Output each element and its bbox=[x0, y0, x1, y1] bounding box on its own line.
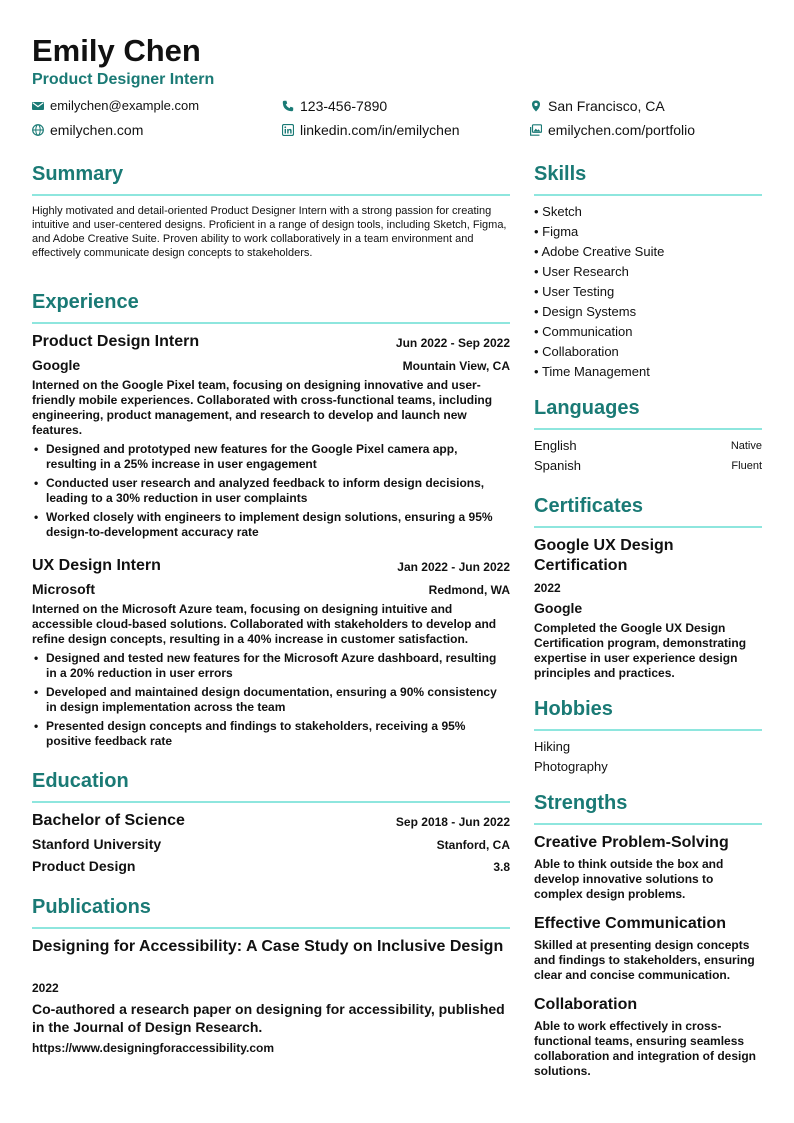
certificate-description: Completed the Google UX Design Certification program, demonstrating expertise in user experience design principles and practices. bbox=[534, 621, 747, 680]
job-company: Microsoft bbox=[32, 581, 95, 597]
language-name: Spanish bbox=[534, 458, 581, 473]
certificates-divider bbox=[534, 526, 762, 528]
strength-title: Effective Communication bbox=[534, 915, 727, 932]
strengths-heading: Strengths bbox=[534, 792, 628, 814]
language-name: English bbox=[534, 438, 577, 453]
skill-item: • Time Management bbox=[534, 364, 650, 379]
job-bullet: • Presented design concepts and findings to stakeholders, receiving a 95% positive feedback rate bbox=[46, 719, 510, 749]
hobbies-divider bbox=[534, 729, 762, 731]
strength-title: Creative Problem-Solving bbox=[534, 834, 729, 851]
map-pin-icon bbox=[530, 100, 542, 112]
education-divider bbox=[32, 801, 510, 803]
job-dates: Jun 2022 - Sep 2022 bbox=[395, 336, 510, 350]
contact-phone[interactable] bbox=[282, 98, 387, 114]
languages-divider bbox=[534, 428, 762, 430]
job-bullets bbox=[32, 442, 510, 544]
contact-location-text: San Francisco, CA bbox=[548, 98, 665, 114]
publications-divider bbox=[32, 927, 510, 929]
skills-list bbox=[534, 202, 762, 382]
candidate-name: Emily Chen bbox=[32, 33, 201, 68]
contact-phone-text: 123-456-7890 bbox=[300, 98, 388, 114]
education-school: Stanford University bbox=[32, 836, 162, 852]
certificate-year: 2022 bbox=[534, 581, 561, 595]
language-level: Native bbox=[730, 440, 762, 452]
skill-item: • Collaboration bbox=[534, 344, 619, 359]
education-location: Stanford, CA bbox=[436, 838, 510, 852]
portfolio-images-icon bbox=[530, 124, 542, 136]
experience-divider bbox=[32, 322, 510, 324]
skill-item: • Communication bbox=[534, 324, 633, 339]
strengths-divider bbox=[534, 823, 762, 825]
languages-heading: Languages bbox=[534, 397, 640, 419]
contact-website[interactable] bbox=[32, 122, 143, 138]
certificates-heading: Certificates bbox=[534, 495, 643, 517]
contact-portfolio-text: emilychen.com/portfolio bbox=[548, 122, 696, 138]
publication-link[interactable]: https://www.designingforaccessibility.com bbox=[32, 1041, 275, 1055]
skill-item: • User Testing bbox=[534, 284, 615, 299]
publication-description: Co-authored a research paper on designing for accessibility, published in the Journal of Design Research. bbox=[32, 1001, 505, 1035]
job-company: Google bbox=[32, 357, 81, 373]
strength-text: Skilled at presenting design concepts and findings to stakeholders, ensuring clear and concise communication. bbox=[534, 938, 755, 982]
job-title: UX Design Intern bbox=[32, 557, 161, 574]
skills-divider bbox=[534, 194, 762, 196]
skill-item: • Adobe Creative Suite bbox=[534, 244, 665, 259]
job-location: Redmond, WA bbox=[428, 583, 510, 597]
job-bullet: • Designed and tested new features for the Microsoft Azure dashboard, resulting in a 20% reduction in user errors bbox=[46, 651, 510, 681]
publication-year: 2022 bbox=[32, 981, 59, 995]
phone-icon bbox=[282, 100, 294, 112]
job-title: Product Design Intern bbox=[32, 333, 200, 350]
contact-website-text: emilychen.com bbox=[50, 122, 144, 138]
education-heading: Education bbox=[32, 770, 129, 792]
strength-title: Collaboration bbox=[534, 996, 638, 1013]
contact-location bbox=[530, 98, 665, 114]
education-degree: Bachelor of Science bbox=[32, 812, 185, 829]
hobby-item: Hiking bbox=[534, 739, 571, 754]
certificate-name: Google UX Design Certification bbox=[534, 537, 674, 574]
education-major: Product Design bbox=[32, 858, 136, 874]
candidate-role: Product Designer Intern bbox=[32, 71, 215, 88]
strength-text: Able to work effectively in cross-functional teams, ensuring seamless collaboration and integration of design solutions. bbox=[534, 1019, 757, 1078]
envelope-icon bbox=[32, 100, 44, 112]
summary-heading: Summary bbox=[32, 163, 124, 185]
job-dates: Jan 2022 - Jun 2022 bbox=[397, 560, 510, 574]
globe-icon bbox=[32, 124, 44, 136]
contact-email[interactable] bbox=[32, 98, 199, 114]
job-bullet: • Developed and maintained design documentation, ensuring a 90% consistency in design implementation across the team bbox=[46, 685, 510, 715]
publication-title: Designing for Accessibility: A Case Study on Inclusive Design bbox=[32, 938, 504, 955]
contact-linkedin[interactable] bbox=[282, 122, 460, 138]
linkedin-icon bbox=[282, 124, 294, 136]
hobby-item: Photography bbox=[534, 759, 608, 774]
job-bullet: • Designed and prototyped new features for the Google Pixel camera app, resulting in a 25% increase in user engagement bbox=[46, 442, 510, 472]
certificate-issuer: Google bbox=[534, 600, 583, 616]
job-description: Interned on the Microsoft Azure team, focusing on designing intuitive and accessible cloud-based solutions. Collaborated with stakeholders to develop and refine design concepts, resulting in a 40% increase in customer satisfaction. bbox=[32, 602, 497, 646]
language-level: Fluent bbox=[731, 460, 762, 472]
education-dates: Sep 2018 - Jun 2022 bbox=[395, 815, 510, 829]
summary-divider bbox=[32, 194, 510, 196]
skill-item: • User Research bbox=[534, 264, 629, 279]
publications-heading: Publications bbox=[32, 896, 151, 918]
contact-portfolio[interactable] bbox=[530, 122, 695, 138]
skills-heading: Skills bbox=[534, 163, 587, 185]
skill-item: • Figma bbox=[534, 224, 579, 239]
skill-item: • Sketch bbox=[534, 204, 582, 219]
strength-text: Able to think outside the box and develop innovative solutions to complex design problems. bbox=[534, 857, 724, 901]
job-bullets bbox=[32, 651, 510, 753]
summary-text: Highly motivated and detail-oriented Product Designer Intern with a strong passion for creating intuitive and user-centered designs. Proficient in a range of design tools, including Sketch, Figma, and Adobe Creative Suite. Proven ability to work collaboratively in a team environment and effectively communicate design concepts to stakeholders. bbox=[32, 205, 507, 259]
experience-heading: Experience bbox=[32, 291, 139, 313]
job-description: Interned on the Google Pixel team, focusing on designing innovative and user-friendly mobile experiences. Collaborated with cross-functional teams, including engineering, product management, and research to develop and launch new features. bbox=[32, 378, 493, 437]
job-location: Mountain View, CA bbox=[402, 359, 510, 373]
job-bullet: • Worked closely with engineers to implement design solutions, ensuring a 95% design-to-development accuracy rate bbox=[46, 510, 510, 540]
hobbies-heading: Hobbies bbox=[534, 698, 613, 720]
job-bullet: • Conducted user research and analyzed feedback to inform design decisions, leading to a 30% reduction in user complaints bbox=[46, 476, 510, 506]
contact-linkedin-text: linkedin.com/in/emilychen bbox=[300, 122, 460, 138]
contact-email-text: emilychen@example.com bbox=[50, 98, 200, 113]
skill-item: • Design Systems bbox=[534, 304, 637, 319]
education-gpa: 3.8 bbox=[493, 860, 510, 874]
